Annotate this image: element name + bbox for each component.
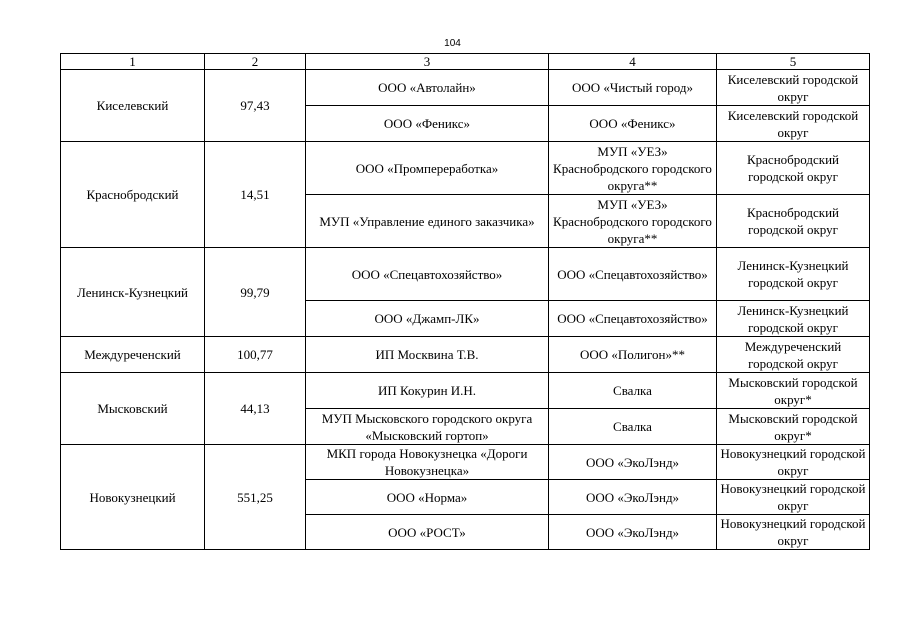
location-cell: Краснобродский городской округ (717, 142, 870, 195)
district-cell: Киселевский (61, 70, 205, 142)
district-cell: Новокузнецкий (61, 445, 205, 550)
operator-cell: ООО «РОСТ» (306, 515, 549, 550)
operator-cell: ООО «Промпереработка» (306, 142, 549, 195)
facility-cell: ООО «Спецавтохозяйство» (549, 248, 717, 301)
column-header: 2 (205, 54, 306, 70)
location-cell: Новокузнецкий городской округ (717, 445, 870, 480)
location-cell: Киселевский городской округ (717, 106, 870, 142)
operator-cell: ООО «Джамп-ЛК» (306, 301, 549, 337)
operator-cell: ООО «Спецавтохозяйство» (306, 248, 549, 301)
facility-cell: ООО «Феникс» (549, 106, 717, 142)
location-cell: Междуреченский городской округ (717, 337, 870, 373)
operator-cell: МКП города Новокузнецка «Дороги Новокузнецка» (306, 445, 549, 480)
facility-cell: МУП «УЕЗ» Краснобродского городского округа** (549, 142, 717, 195)
value-cell: 97,43 (205, 70, 306, 142)
value-cell: 99,79 (205, 248, 306, 337)
location-cell: Киселевский городской округ (717, 70, 870, 106)
operator-cell: ООО «Феникс» (306, 106, 549, 142)
facility-cell: ООО «ЭкоЛэнд» (549, 445, 717, 480)
operator-cell: МУП «Управление единого заказчика» (306, 195, 549, 248)
location-cell: Мысковский городской округ* (717, 409, 870, 445)
column-header: 4 (549, 54, 717, 70)
column-header: 5 (717, 54, 870, 70)
table-row (61, 337, 870, 373)
location-cell: Краснобродский городской округ (717, 195, 870, 248)
operator-cell: ИП Москвина Т.В. (306, 337, 549, 373)
operator-cell: ИП Кокурин И.Н. (306, 373, 549, 409)
column-header: 1 (61, 54, 205, 70)
facility-cell: Свалка (549, 409, 717, 445)
table-row (61, 70, 870, 106)
value-cell: 44,13 (205, 373, 306, 445)
location-cell: Новокузнецкий городской округ (717, 480, 870, 515)
table-row (61, 142, 870, 195)
location-cell: Ленинск-Кузнецкий городской округ (717, 301, 870, 337)
district-cell: Мысковский (61, 373, 205, 445)
page-number: 104 (444, 38, 461, 49)
column-header: 3 (306, 54, 549, 70)
operator-cell: ООО «Автолайн» (306, 70, 549, 106)
location-cell: Мысковский городской округ* (717, 373, 870, 409)
table-row (61, 445, 870, 480)
facility-cell: ООО «ЭкоЛэнд» (549, 480, 717, 515)
district-cell: Краснобродский (61, 142, 205, 248)
table-row (61, 373, 870, 409)
facility-cell: ООО «Чистый город» (549, 70, 717, 106)
facility-cell: ООО «ЭкоЛэнд» (549, 515, 717, 550)
value-cell: 551,25 (205, 445, 306, 550)
data-table (60, 53, 870, 550)
operator-cell: МУП Мысковского городского округа «Мысковский гортоп» (306, 409, 549, 445)
facility-cell: МУП «УЕЗ» Краснобродского городского округа** (549, 195, 717, 248)
value-cell: 100,77 (205, 337, 306, 373)
location-cell: Новокузнецкий городской округ (717, 515, 870, 550)
facility-cell: Свалка (549, 373, 717, 409)
district-cell: Междуреченский (61, 337, 205, 373)
location-cell: Ленинск-Кузнецкий городской округ (717, 248, 870, 301)
header-row (61, 54, 870, 70)
value-cell: 14,51 (205, 142, 306, 248)
facility-cell: ООО «Полигон»** (549, 337, 717, 373)
district-cell: Ленинск-Кузнецкий (61, 248, 205, 337)
operator-cell: ООО «Норма» (306, 480, 549, 515)
table-row (61, 248, 870, 301)
facility-cell: ООО «Спецавтохозяйство» (549, 301, 717, 337)
